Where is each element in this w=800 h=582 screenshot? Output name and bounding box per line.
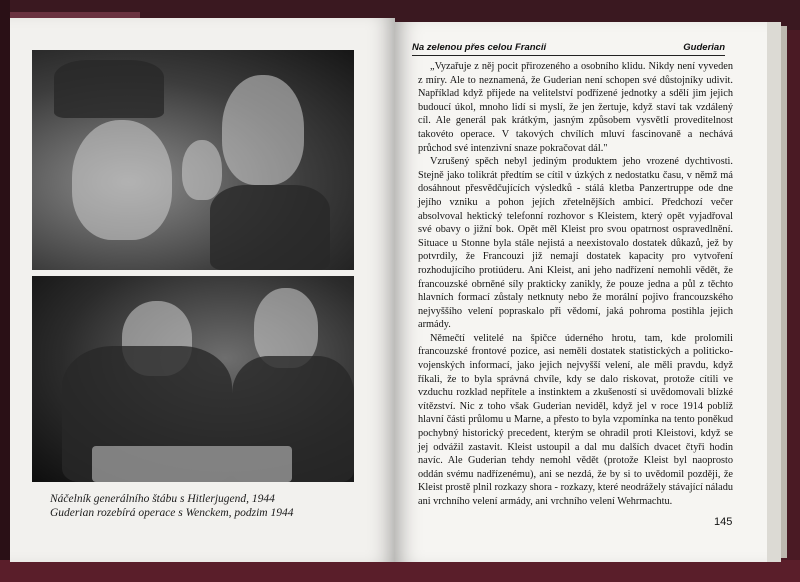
photo-guderian-wenck	[32, 276, 354, 482]
body-text	[418, 60, 733, 509]
paragraph-3: Němečtí velitelé na špičce úderného hrotu, tam, kde prolomili francouzské frontové pozice, asi neměli dostatek statistických a politicko-vojenských informací, jako jejich nejvyšší velení, ale měli pravdu, když říkali, že to byla správná chvíle, kdy se dalo riskovat, protože cítili ve vzduchu rozklad nepřítele a instinktem a zkušeností si uvědomovali blízké vítězství. Nic z toho však Guderian neviděl, když jel v roce 1914 poblíž hlavní části průlomu u Marne, a přesto to byla vzpomínka na tento poněkud pochybný historický precedent, kterým se ohradil proti Kleistovi, když se jej odvážil zastavit. Kleist ustoupil a dal mu dalších dvacet čtyři hodin navíc. Ale Guderian tehdy nemohl vědět (protože Kleist byl naoprosto oddán svému nadřízenému), ani se nezdá, že by si to uvědomil později, že Kleist prostě plnil rozkazy shora - rozkazy, které neodrážely stávající náladu ani vrchního velení armády, ani vrchního velení Wehrmachtu.	[418, 332, 733, 507]
paragraph-2: Vzrušený spěch nebyl jediným produktem jeho vrozené dychtivosti. Stejně jako tolikrát předtím se cítil v úzkých z nedostatku času, v němž má dosáhnout přesvědčujících výsledků - stálá kletba Panzertruppe ode dne jejího vzniku a pohon jejích zřetelnějších ambicí. Předchozí večer absolvoval hektický telefonní rozhovor s Kleistem, který opět vyjadřoval své obavy o jižní bok. Opět měl Kleist pro svou opatrnost ospravedlnění. Situace u Stonne byla stále nejistá a neexistovalo dostatek důkazů, jež by potvrdily, že Francouzi již nemají dostatek kapacity pro vytvoření rozhodujícího protiúderu. Ani Kleist, ani jeho nadřízení nemohli vědět, že francouzské obrněné síly prakticky zanikly, že pouze jedna a půl z těchto hlavních formací zůstaly netknuty nebo že morální pojivo francouzského nejvyššího velení popraskalo při vědomí, jaká pohroma postihla jejich armády.	[418, 156, 733, 331]
running-head	[412, 42, 725, 56]
section-title: Guderian	[683, 42, 725, 53]
chapter-title: Na zelenou přes celou Francii	[412, 42, 547, 53]
page-edges-shadow	[781, 26, 787, 558]
book-cover-bottom	[0, 560, 800, 582]
page-edges	[767, 22, 781, 562]
caption-line-2: Guderian rozebírá operace s Wenckem, podzim 1944	[50, 507, 294, 519]
photo-caption	[50, 492, 350, 520]
paragraph-1: „Vyzařuje z něj pocit přirozeného a osobního klidu. Nikdy není vyveden z míry. Ale to neznamená, že Guderian není schopen své důstojníky udivit. Například když přijede na velitelství podřízené jednotky a sdělí jim jejich budoucí úkol, mnoho lidí si myslí, že jen žertuje, když staví tak vzdálený cíl. Ale generál pak krátkým, jasným způsobem vysvětlí proveditelnost takovéto operace. V takových chvílích mluví fascinovaně a nechává průchod své intenzivní snaze pokračovat dál."	[418, 61, 733, 154]
page-number: 145	[714, 516, 733, 528]
caption-line-1: Náčelník generálního štábu s Hitlerjugend, 1944	[50, 493, 275, 505]
book-cover-left	[0, 0, 10, 582]
photo-guderian-hitlerjugend	[32, 50, 354, 270]
